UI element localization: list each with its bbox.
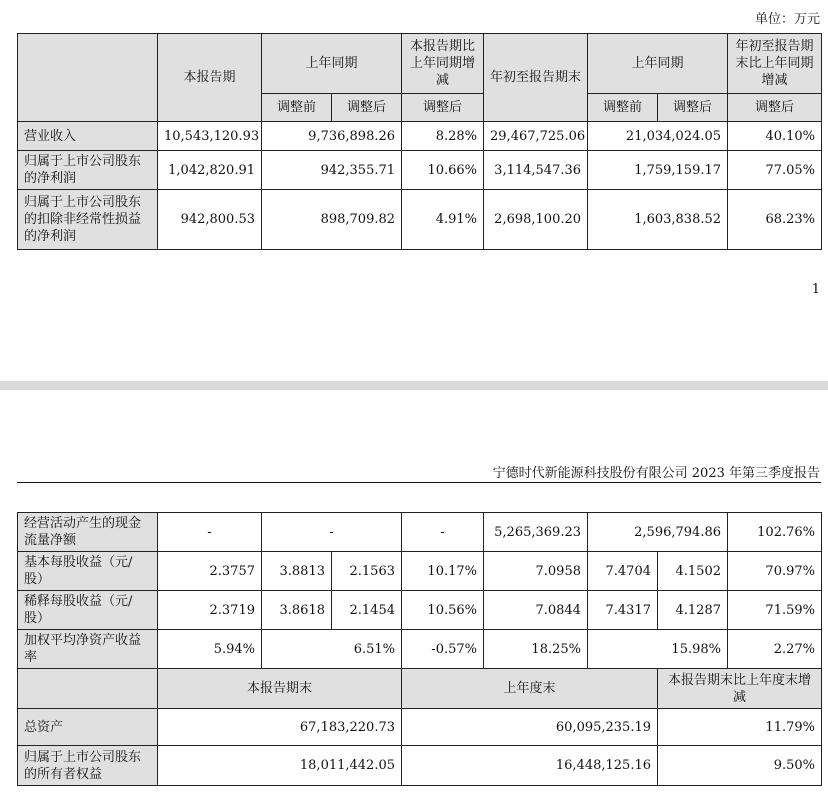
cell: 5.94% bbox=[158, 630, 262, 669]
row-label: 归属于上市公司股东的扣除非经常性损益的净利润 bbox=[18, 190, 158, 250]
cell: 1,603,838.52 bbox=[588, 190, 728, 250]
table-row bbox=[18, 630, 822, 669]
page-number: 1 bbox=[811, 282, 820, 297]
row-label: 总资产 bbox=[18, 709, 158, 746]
cell: 6.51% bbox=[262, 630, 402, 669]
cell: 2.1563 bbox=[332, 552, 402, 591]
table-row bbox=[18, 591, 822, 630]
cell: 10.17% bbox=[402, 552, 484, 591]
row-label: 归属于上市公司股东的净利润 bbox=[18, 151, 158, 190]
col-prev-year-end-header: 上年度末 bbox=[402, 669, 658, 709]
cell: 9,736,898.26 bbox=[262, 122, 402, 151]
cell: 11.79% bbox=[658, 709, 822, 746]
cell: 7.0958 bbox=[484, 552, 588, 591]
cell: 7.4704 bbox=[588, 552, 658, 591]
cell: 8.28% bbox=[402, 122, 484, 151]
cell: 29,467,725.06 bbox=[484, 122, 588, 151]
corner-cell bbox=[18, 669, 158, 709]
cell: 60,095,235.19 bbox=[402, 709, 658, 746]
cell: 67,183,220.73 bbox=[158, 709, 402, 746]
row-label: 经营活动产生的现金流量净额 bbox=[18, 513, 158, 552]
cell: 102.76% bbox=[728, 513, 822, 552]
row-label: 稀释每股收益（元/股） bbox=[18, 591, 158, 630]
financial-table-top bbox=[17, 33, 822, 250]
col-ytd-header: 年初至报告期末 bbox=[484, 34, 588, 122]
cell: 77.05% bbox=[728, 151, 822, 190]
sub-after-1: 调整后 bbox=[332, 94, 402, 122]
cell: 3.8813 bbox=[262, 552, 332, 591]
cell: 7.4317 bbox=[588, 591, 658, 630]
table-row bbox=[18, 190, 822, 250]
cell: 40.10% bbox=[728, 122, 822, 151]
cell: 2.1454 bbox=[332, 591, 402, 630]
cell: 18,011,442.05 bbox=[158, 746, 402, 786]
row-label: 营业收入 bbox=[18, 122, 158, 151]
col-change-header: 本报告期比上年同期增减 bbox=[402, 34, 484, 94]
unit-label: 单位：万元 bbox=[754, 12, 820, 27]
col-prior2-header: 上年同期 bbox=[588, 34, 728, 94]
row-label: 基本每股收益（元/股） bbox=[18, 552, 158, 591]
cell: 16,448,125.16 bbox=[402, 746, 658, 786]
cell: 21,034,024.05 bbox=[588, 122, 728, 151]
sub-after-change-1: 调整后 bbox=[402, 94, 484, 122]
cell: 2,596,794.86 bbox=[588, 513, 728, 552]
col-period-end-header: 本报告期末 bbox=[158, 669, 402, 709]
cell: 15.98% bbox=[588, 630, 728, 669]
cell: 4.91% bbox=[402, 190, 484, 250]
sub-before-2: 调整前 bbox=[588, 94, 658, 122]
sub-after-change-2: 调整后 bbox=[728, 94, 822, 122]
col-period-end-change-header: 本报告期末比上年度末增减 bbox=[658, 669, 822, 709]
cell: 942,355.71 bbox=[262, 151, 402, 190]
table-row bbox=[18, 151, 822, 190]
table-row bbox=[18, 513, 822, 552]
cell: 3.8618 bbox=[262, 591, 332, 630]
table-row bbox=[18, 746, 822, 786]
table-row bbox=[18, 122, 822, 151]
cell: 2,698,100.20 bbox=[484, 190, 588, 250]
cell: 10.66% bbox=[402, 151, 484, 190]
cell: 898,709.82 bbox=[262, 190, 402, 250]
cell: 2.3719 bbox=[158, 591, 262, 630]
cell: 942,800.53 bbox=[158, 190, 262, 250]
cell: 10,543,120.93 bbox=[158, 122, 262, 151]
col-ytd-change-header: 年初至报告期末比上年同期增减 bbox=[728, 34, 822, 94]
cell: 9.50% bbox=[658, 746, 822, 786]
cell: 2.27% bbox=[728, 630, 822, 669]
table-row bbox=[18, 709, 822, 746]
cell: 70.97% bbox=[728, 552, 822, 591]
cell: 10.56% bbox=[402, 591, 484, 630]
table-row bbox=[18, 552, 822, 591]
sub-before-1: 调整前 bbox=[262, 94, 332, 122]
cell: 3,114,547.36 bbox=[484, 151, 588, 190]
cell: 4.1502 bbox=[658, 552, 728, 591]
cell: 7.0844 bbox=[484, 591, 588, 630]
cell: 5,265,369.23 bbox=[484, 513, 588, 552]
corner-cell bbox=[18, 34, 158, 122]
page-divider bbox=[0, 381, 828, 390]
col-prior-header: 上年同期 bbox=[262, 34, 402, 94]
cell: 1,042,820.91 bbox=[158, 151, 262, 190]
cell: -0.57% bbox=[402, 630, 484, 669]
cell: 68.23% bbox=[728, 190, 822, 250]
header-rule bbox=[17, 482, 821, 483]
page-header: 宁德时代新能源科技股份有限公司 2023 年第三季度报告 bbox=[492, 466, 820, 481]
cell: 1,759,159.17 bbox=[588, 151, 728, 190]
sub-after-2: 调整后 bbox=[658, 94, 728, 122]
cell: 2.3757 bbox=[158, 552, 262, 591]
col-current-header: 本报告期 bbox=[158, 34, 262, 122]
cell: 4.1287 bbox=[658, 591, 728, 630]
financial-table-bottom bbox=[17, 512, 822, 786]
cell: - bbox=[402, 513, 484, 552]
row-label: 加权平均净资产收益率 bbox=[18, 630, 158, 669]
cell: - bbox=[262, 513, 402, 552]
cell: 18.25% bbox=[484, 630, 588, 669]
cell: 71.59% bbox=[728, 591, 822, 630]
cell: - bbox=[158, 513, 262, 552]
row-label: 归属于上市公司股东的所有者权益 bbox=[18, 746, 158, 786]
